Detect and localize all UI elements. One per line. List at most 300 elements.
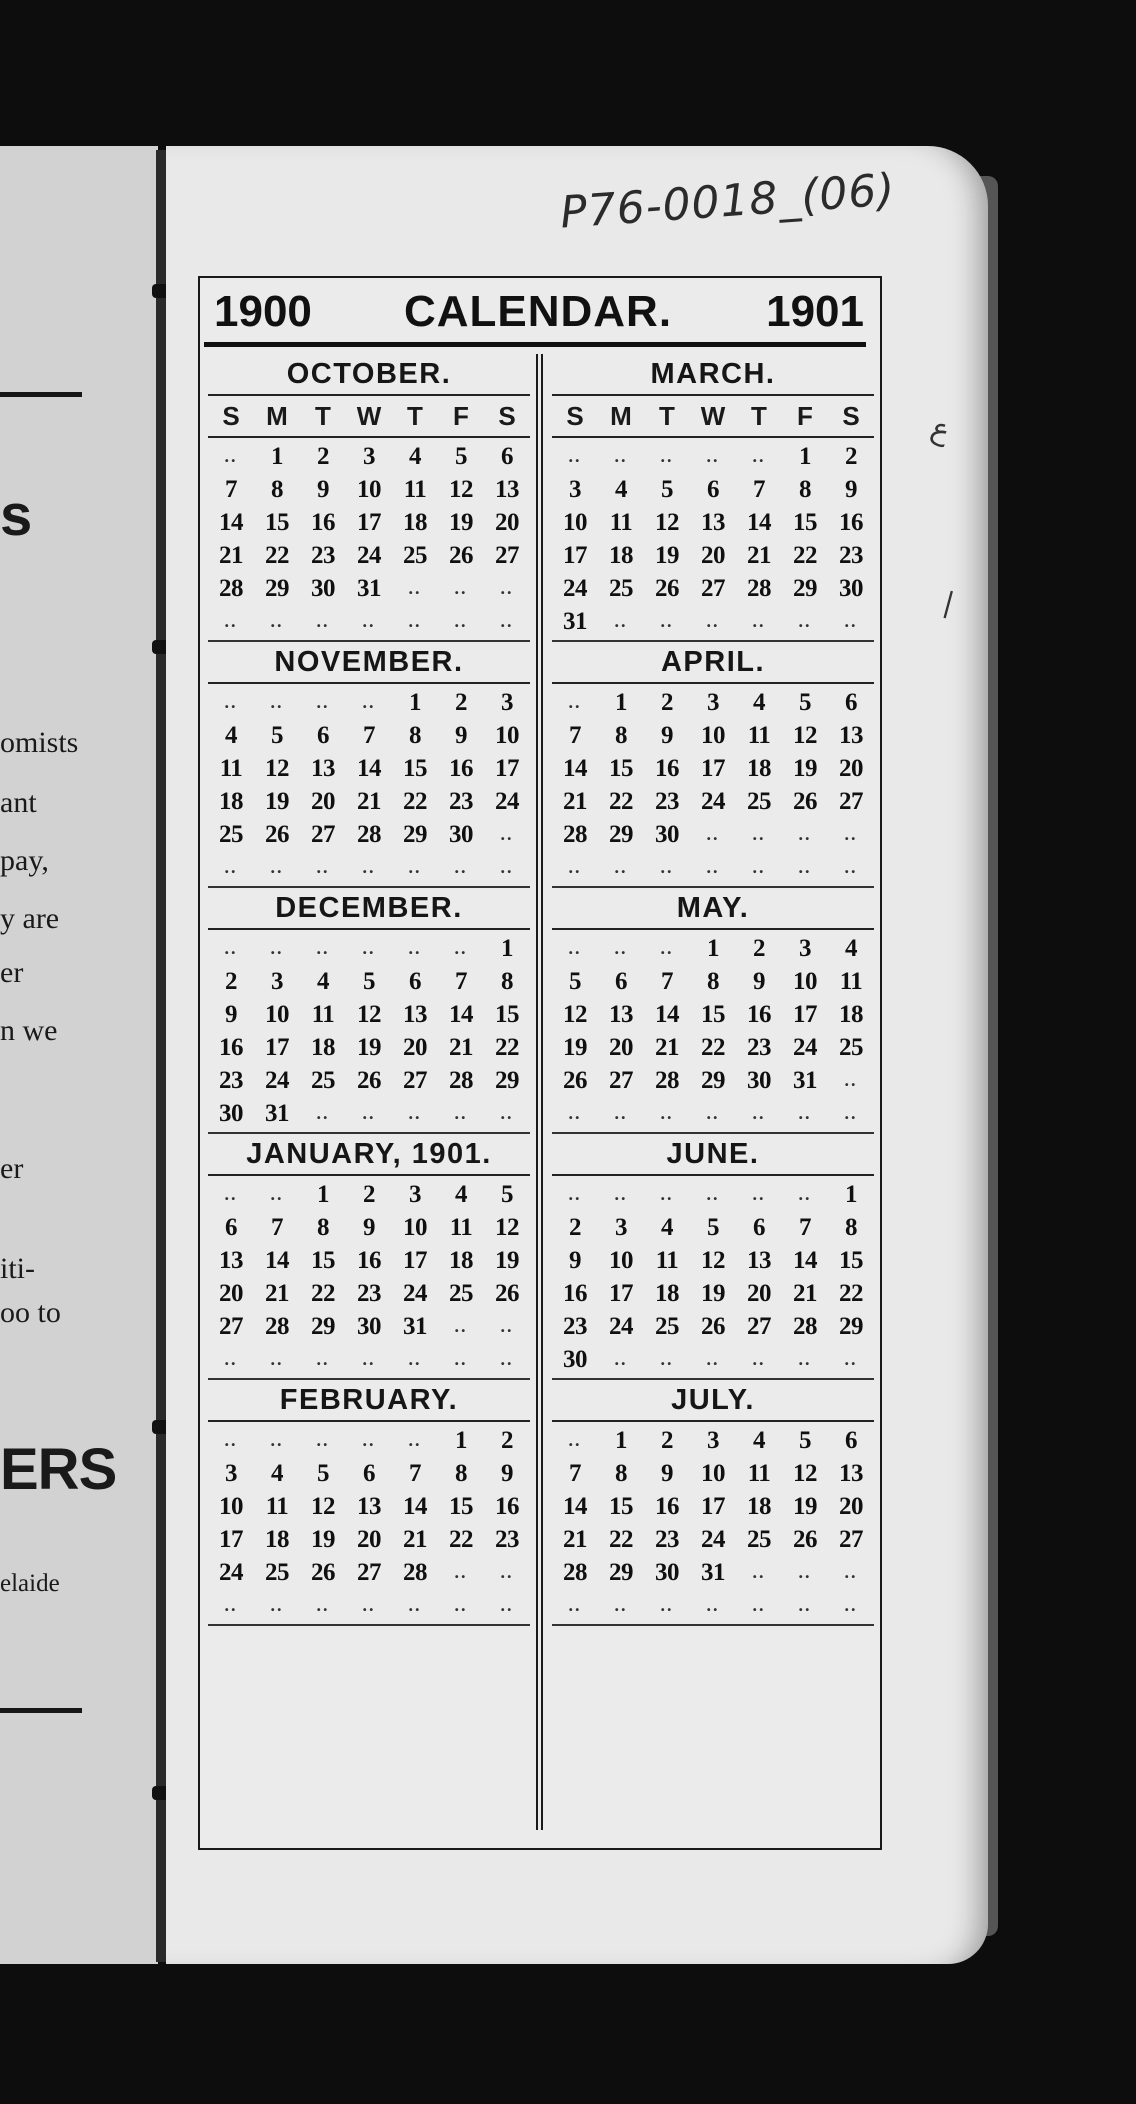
week-row [552,1523,874,1556]
day-cell: 10 [403,1213,427,1241]
day-cell: 10 [609,1246,633,1274]
empty-day-cell: .. [706,857,720,877]
week-row [552,818,874,851]
empty-day-cell: .. [362,1103,376,1123]
day-cell: 19 [793,754,817,782]
day-cell: 29 [701,1066,725,1094]
day-cell: 28 [563,820,587,848]
empty-day-cell: .. [224,611,238,631]
day-cell: 3 [271,967,283,995]
week-row [208,440,530,473]
day-cell: 1 [271,442,283,470]
empty-day-cell: .. [316,611,330,631]
empty-day-cell: .. [500,611,514,631]
day-cell: 6 [409,967,421,995]
day-cell: 30 [655,820,679,848]
day-cell: 14 [793,1246,817,1274]
week-row [552,785,874,818]
day-cell: 9 [753,967,765,995]
weekday-letter: M [610,400,632,431]
day-cell: 14 [219,508,243,536]
day-cell: 20 [403,1033,427,1061]
day-cell: 13 [495,475,519,503]
empty-day-cell: .. [454,938,468,958]
empty-day-cell: .. [660,1184,674,1204]
left-page-fragment: oo to [0,1296,61,1329]
week-row [552,1589,874,1622]
empty-day-cell: .. [752,1595,766,1615]
day-cell: 12 [793,1459,817,1487]
left-page-fragment: elaide [0,1570,60,1597]
day-cell: 10 [219,1492,243,1520]
empty-day-cell: .. [752,1349,766,1369]
day-cell: 16 [563,1279,587,1307]
day-cell: 18 [747,754,771,782]
left-page-fragment: n we [0,1014,58,1047]
day-cell: 14 [265,1246,289,1274]
week-row [208,851,530,884]
day-cell: 13 [701,508,725,536]
month-weeks [208,930,530,1130]
left-page-fragment: pay, [0,844,49,877]
day-cell: 29 [403,820,427,848]
day-cell: 19 [563,1033,587,1061]
empty-day-cell: .. [614,857,628,877]
day-cell: 1 [501,934,513,962]
day-cell: 9 [317,475,329,503]
day-cell: 13 [219,1246,243,1274]
day-cell: 22 [839,1279,863,1307]
empty-day-cell: .. [614,1349,628,1369]
day-cell: 1 [845,1180,857,1208]
empty-day-cell: .. [798,1184,812,1204]
day-cell: 3 [707,1426,719,1454]
day-cell: 28 [357,820,381,848]
empty-day-cell: .. [454,611,468,631]
empty-day-cell: .. [706,1595,720,1615]
empty-day-cell: .. [270,1430,284,1450]
day-cell: 21 [563,1525,587,1553]
empty-day-cell: .. [362,1595,376,1615]
day-cell: 23 [449,787,473,815]
day-cell: 15 [449,1492,473,1520]
day-cell: 28 [747,574,771,602]
day-cell: 9 [845,475,857,503]
empty-day-cell: .. [454,578,468,598]
day-cell: 19 [655,541,679,569]
left-page-fragment: omists [0,726,79,759]
day-cell: 27 [495,541,519,569]
week-row [208,506,530,539]
day-cell: 11 [265,1492,289,1520]
day-cell: 7 [225,475,237,503]
day-cell: 24 [357,541,381,569]
week-row [552,440,874,473]
day-cell: 17 [357,508,381,536]
empty-day-cell: .. [844,611,858,631]
day-cell: 4 [455,1180,467,1208]
week-row [208,686,530,719]
week-row [552,851,874,884]
week-row [208,1178,530,1211]
empty-day-cell: .. [568,692,582,712]
day-cell: 12 [655,508,679,536]
day-cell: 8 [799,475,811,503]
day-cell: 12 [357,1000,381,1028]
empty-day-cell: .. [500,1349,514,1369]
day-cell: 26 [701,1312,725,1340]
day-cell: 24 [701,787,725,815]
empty-day-cell: .. [270,692,284,712]
day-cell: 8 [845,1213,857,1241]
empty-day-cell: .. [798,1562,812,1582]
empty-day-cell: .. [224,1184,238,1204]
empty-day-cell: .. [798,824,812,844]
empty-day-cell: .. [614,611,628,631]
day-cell: 14 [449,1000,473,1028]
day-cell: 26 [449,541,473,569]
day-cell: 10 [495,721,519,749]
day-cell: 13 [311,754,335,782]
week-row [552,752,874,785]
empty-day-cell: .. [270,1184,284,1204]
day-cell: 5 [661,475,673,503]
empty-day-cell: .. [454,1595,468,1615]
week-row [552,686,874,719]
column-divider [536,354,543,1830]
day-cell: 11 [655,1246,679,1274]
day-cell: 15 [311,1246,335,1274]
right-month-column [552,354,874,1626]
day-cell: 23 [357,1279,381,1307]
week-row [552,998,874,1031]
day-cell: 16 [357,1246,381,1274]
day-cell: 12 [265,754,289,782]
empty-day-cell: .. [500,578,514,598]
day-cell: 26 [793,1525,817,1553]
week-row [552,473,874,506]
empty-day-cell: .. [224,692,238,712]
week-row [208,785,530,818]
day-cell: 3 [615,1213,627,1241]
day-cell: 5 [455,442,467,470]
day-cell: 6 [753,1213,765,1241]
day-cell: 5 [569,967,581,995]
empty-day-cell: .. [798,857,812,877]
empty-day-cell: .. [614,1184,628,1204]
day-cell: 23 [495,1525,519,1553]
calendar-title: CALENDAR. [403,287,673,336]
day-cell: 4 [615,475,627,503]
week-row [552,1178,874,1211]
empty-day-cell: .. [500,857,514,877]
day-cell: 17 [403,1246,427,1274]
month-weeks [208,1422,530,1622]
empty-day-cell: .. [224,1349,238,1369]
day-cell: 9 [455,721,467,749]
empty-day-cell: .. [706,446,720,466]
day-cell: 1 [615,1426,627,1454]
day-cell: 19 [311,1525,335,1553]
day-cell: 29 [839,1312,863,1340]
day-cell: 21 [793,1279,817,1307]
day-cell: 3 [569,475,581,503]
day-cell: 21 [655,1033,679,1061]
empty-day-cell: .. [752,824,766,844]
day-cell: 15 [793,508,817,536]
empty-day-cell: .. [706,824,720,844]
day-cell: 2 [661,1426,673,1454]
month-name: OCTOBER. [208,354,530,396]
week-row [208,1523,530,1556]
day-cell: 19 [449,508,473,536]
empty-day-cell: .. [568,1184,582,1204]
day-cell: 8 [271,475,283,503]
day-cell: 4 [271,1459,283,1487]
empty-day-cell: .. [568,938,582,958]
empty-day-cell: .. [316,692,330,712]
empty-day-cell: .. [844,824,858,844]
week-row [552,1097,874,1130]
empty-day-cell: .. [316,1349,330,1369]
day-cell: 8 [409,721,421,749]
day-cell: 18 [265,1525,289,1553]
week-row [208,965,530,998]
weekday-header-row [208,396,530,438]
empty-day-cell: .. [270,857,284,877]
calendar-header [206,286,870,336]
day-cell: 5 [363,967,375,995]
day-cell: 12 [495,1213,519,1241]
empty-day-cell: .. [568,1103,582,1123]
day-cell: 11 [839,967,863,995]
empty-day-cell: .. [844,1562,858,1582]
left-page-fragment: er [0,1152,24,1185]
week-row [552,1064,874,1097]
day-cell: 7 [455,967,467,995]
month-block [552,354,874,642]
day-cell: 3 [363,442,375,470]
day-cell: 1 [317,1180,329,1208]
day-cell: 20 [747,1279,771,1307]
empty-day-cell: .. [224,446,238,466]
day-cell: 6 [845,1426,857,1454]
day-cell: 23 [219,1066,243,1094]
day-cell: 16 [311,508,335,536]
empty-day-cell: .. [408,857,422,877]
day-cell: 22 [701,1033,725,1061]
month-separator [208,1624,530,1626]
day-cell: 14 [357,754,381,782]
empty-day-cell: .. [224,1595,238,1615]
day-cell: 10 [701,721,725,749]
day-cell: 6 [317,721,329,749]
empty-day-cell: .. [500,1316,514,1336]
empty-day-cell: .. [798,611,812,631]
day-cell: 18 [655,1279,679,1307]
day-cell: 15 [609,1492,633,1520]
day-cell: 27 [219,1312,243,1340]
day-cell: 15 [609,754,633,782]
empty-day-cell: .. [362,611,376,631]
day-cell: 24 [793,1033,817,1061]
empty-day-cell: .. [844,1349,858,1369]
day-cell: 17 [563,541,587,569]
empty-day-cell: .. [270,938,284,958]
day-cell: 17 [609,1279,633,1307]
day-cell: 10 [265,1000,289,1028]
empty-day-cell: .. [568,1595,582,1615]
day-cell: 23 [563,1312,587,1340]
day-cell: 16 [449,754,473,782]
day-cell: 30 [655,1558,679,1586]
week-row [208,1097,530,1130]
weekday-letter: T [751,400,767,431]
week-row [552,965,874,998]
month-name: NOVEMBER. [208,642,530,684]
left-page-fragment: er [0,956,24,989]
day-cell: 22 [495,1033,519,1061]
day-cell: 9 [363,1213,375,1241]
day-cell: 21 [449,1033,473,1061]
month-block [208,642,530,888]
week-row [208,1343,530,1376]
month-name: JANUARY, 1901. [208,1134,530,1176]
day-cell: 20 [701,541,725,569]
day-cell: 24 [495,787,519,815]
empty-day-cell: .. [270,1595,284,1615]
empty-day-cell: .. [660,1103,674,1123]
month-weeks [552,1176,874,1376]
day-cell: 5 [317,1459,329,1487]
week-row [208,473,530,506]
day-cell: 15 [839,1246,863,1274]
day-cell: 24 [403,1279,427,1307]
day-cell: 12 [793,721,817,749]
week-row [552,719,874,752]
month-block [208,888,530,1134]
day-cell: 22 [609,1525,633,1553]
weekday-letter: S [566,400,584,431]
empty-day-cell: .. [752,857,766,877]
empty-day-cell: .. [362,1349,376,1369]
month-separator [552,1624,874,1626]
day-cell: 16 [747,1000,771,1028]
header-rule [204,342,866,347]
left-page-fragment: s [0,483,32,548]
day-cell: 11 [311,1000,335,1028]
day-cell: 8 [501,967,513,995]
day-cell: 11 [609,508,633,536]
week-row [208,1556,530,1589]
week-row [208,1277,530,1310]
empty-day-cell: .. [844,857,858,877]
day-cell: 10 [701,1459,725,1487]
month-block [552,1134,874,1380]
left-month-column [208,354,530,1626]
day-cell: 14 [655,1000,679,1028]
day-cell: 27 [609,1066,633,1094]
day-cell: 31 [563,607,587,635]
end-year: 1901 [766,287,864,336]
empty-day-cell: .. [500,824,514,844]
week-row [552,932,874,965]
day-cell: 2 [753,934,765,962]
month-weeks [552,684,874,884]
empty-day-cell: .. [316,1430,330,1450]
empty-day-cell: .. [660,611,674,631]
day-cell: 21 [747,541,771,569]
empty-day-cell: .. [408,1430,422,1450]
day-cell: 25 [655,1312,679,1340]
week-row [552,1277,874,1310]
empty-day-cell: .. [568,857,582,877]
day-cell: 8 [455,1459,467,1487]
day-cell: 20 [219,1279,243,1307]
day-cell: 27 [747,1312,771,1340]
day-cell: 23 [311,541,335,569]
week-row [208,1490,530,1523]
day-cell: 30 [839,574,863,602]
day-cell: 4 [225,721,237,749]
week-row [552,506,874,539]
empty-day-cell: .. [454,1316,468,1336]
day-cell: 6 [225,1213,237,1241]
day-cell: 27 [701,574,725,602]
week-row [552,1211,874,1244]
week-row [552,1490,874,1523]
day-cell: 21 [357,787,381,815]
empty-day-cell: .. [500,1562,514,1582]
day-cell: 19 [357,1033,381,1061]
day-cell: 13 [747,1246,771,1274]
day-cell: 3 [707,688,719,716]
day-cell: 7 [409,1459,421,1487]
empty-day-cell: .. [798,1349,812,1369]
day-cell: 1 [455,1426,467,1454]
day-cell: 29 [311,1312,335,1340]
day-cell: 28 [655,1066,679,1094]
day-cell: 11 [747,1459,771,1487]
day-cell: 15 [403,754,427,782]
day-cell: 30 [563,1345,587,1373]
weekday-letter: T [407,400,423,431]
day-cell: 27 [311,820,335,848]
day-cell: 2 [455,688,467,716]
day-cell: 13 [839,1459,863,1487]
day-cell: 30 [219,1099,243,1127]
day-cell: 30 [357,1312,381,1340]
day-cell: 22 [793,541,817,569]
empty-day-cell: .. [454,1103,468,1123]
left-page-fragment: y are [0,902,60,935]
day-cell: 14 [563,754,587,782]
empty-day-cell: .. [362,938,376,958]
week-row [208,539,530,572]
week-row [208,1424,530,1457]
empty-day-cell: .. [408,611,422,631]
week-row [552,1424,874,1457]
day-cell: 3 [799,934,811,962]
day-cell: 5 [799,1426,811,1454]
day-cell: 8 [317,1213,329,1241]
day-cell: 19 [495,1246,519,1274]
week-row [208,1589,530,1622]
calendar-table [198,276,882,1850]
day-cell: 26 [311,1558,335,1586]
day-cell: 11 [449,1213,473,1241]
month-weeks [208,684,530,884]
